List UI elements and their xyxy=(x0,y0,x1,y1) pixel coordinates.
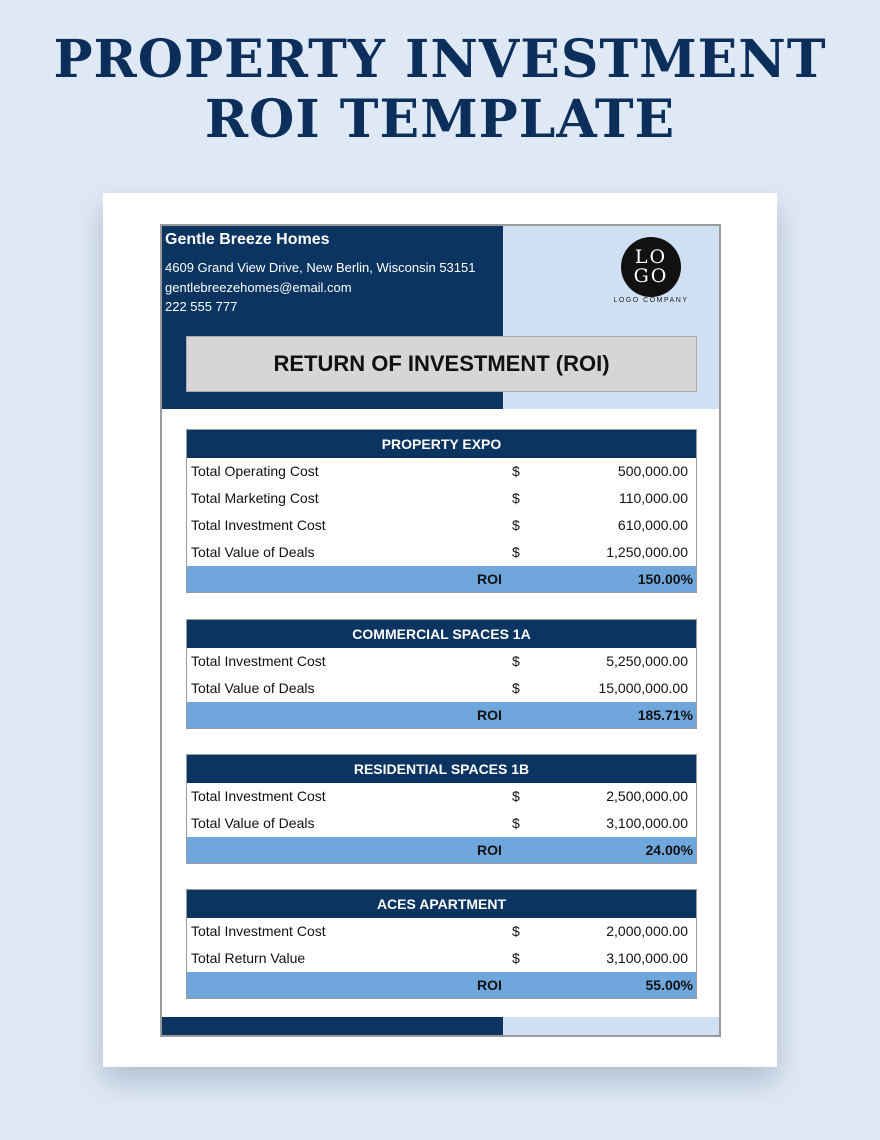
row-currency: $ xyxy=(512,490,520,506)
row-label: Total Marketing Cost xyxy=(191,490,319,506)
page-title xyxy=(0,30,880,150)
table-row xyxy=(187,485,696,512)
roi-value: 24.00% xyxy=(645,842,693,858)
row-label: Total Operating Cost xyxy=(191,463,319,479)
row-currency: $ xyxy=(512,517,520,533)
document-paper xyxy=(103,193,777,1067)
row-currency: $ xyxy=(512,463,520,479)
roi-sheet xyxy=(160,224,721,1037)
section-aces-apartment xyxy=(186,889,697,999)
roi-label: ROI xyxy=(477,977,502,993)
row-value: 500,000.00 xyxy=(617,463,688,479)
table-row xyxy=(187,512,696,539)
roi-row xyxy=(187,972,696,998)
section-title: ACES APARTMENT xyxy=(187,890,696,918)
row-value: 1,250,000.00 xyxy=(606,544,688,560)
row-label: Total Value of Deals xyxy=(191,680,315,696)
row-value: 3,100,000.00 xyxy=(606,950,688,966)
roi-label: ROI xyxy=(477,571,502,587)
logo-text-line-2: GO xyxy=(633,265,669,287)
roi-row xyxy=(187,566,696,592)
row-currency: $ xyxy=(512,950,520,966)
row-label: Total Investment Cost xyxy=(191,788,326,804)
row-label: Total Value of Deals xyxy=(191,815,315,831)
section-commercial-spaces-1a xyxy=(186,619,697,729)
company-email: gentlebreezehomes@email.com xyxy=(165,280,352,295)
row-label: Total Value of Deals xyxy=(191,544,315,560)
row-currency: $ xyxy=(512,815,520,831)
roi-label: ROI xyxy=(477,707,502,723)
row-currency: $ xyxy=(512,653,520,669)
row-label: Total Return Value xyxy=(191,950,306,966)
roi-value: 150.00% xyxy=(637,571,693,587)
row-label: Total Investment Cost xyxy=(191,517,326,533)
row-value: 15,000,000.00 xyxy=(598,680,688,696)
table-row xyxy=(187,918,696,945)
section-title: COMMERCIAL SPACES 1A xyxy=(187,620,696,648)
roi-row xyxy=(187,837,696,863)
section-residential-spaces-1b xyxy=(186,754,697,864)
row-currency: $ xyxy=(512,788,520,804)
row-value: 2,000,000.00 xyxy=(606,923,688,939)
row-label: Total Investment Cost xyxy=(191,653,326,669)
footer-bar-dark xyxy=(162,1017,503,1035)
roi-value: 185.71% xyxy=(637,707,693,723)
row-value: 3,100,000.00 xyxy=(606,815,688,831)
footer-bar-light xyxy=(503,1017,719,1035)
row-value: 610,000.00 xyxy=(617,517,688,533)
page-title-line-1: PROPERTY INVESTMENT xyxy=(53,29,827,90)
company-name: Gentle Breeze Homes xyxy=(165,231,330,248)
logo-text-line-1: LO xyxy=(634,246,668,268)
table-row xyxy=(187,539,696,566)
table-row xyxy=(187,458,696,485)
page-title-line-2: ROI TEMPLATE xyxy=(204,89,676,150)
roi-row xyxy=(187,702,696,728)
table-row xyxy=(187,675,696,702)
section-title: PROPERTY EXPO xyxy=(187,430,696,458)
row-label: Total Investment Cost xyxy=(191,923,326,939)
table-row xyxy=(187,783,696,810)
row-value: 5,250,000.00 xyxy=(606,653,688,669)
section-property-expo xyxy=(186,429,697,593)
roi-banner: RETURN OF INVESTMENT (ROI) xyxy=(186,336,697,392)
row-value: 110,000.00 xyxy=(618,490,688,506)
row-currency: $ xyxy=(512,923,520,939)
roi-value: 55.00% xyxy=(645,977,693,993)
row-currency: $ xyxy=(512,544,520,560)
section-title: RESIDENTIAL SPACES 1B xyxy=(187,755,696,783)
roi-label: ROI xyxy=(477,842,502,858)
logo-icon xyxy=(621,237,681,297)
table-row xyxy=(187,648,696,675)
row-value: 2,500,000.00 xyxy=(606,788,688,804)
company-phone: 222 555 777 xyxy=(165,299,238,314)
row-currency: $ xyxy=(512,680,520,696)
company-address: 4609 Grand View Drive, New Berlin, Wisconsin 53151 xyxy=(165,260,476,275)
table-row xyxy=(187,945,696,972)
logo-caption: LOGO COMPANY xyxy=(613,297,689,304)
table-row xyxy=(187,810,696,837)
